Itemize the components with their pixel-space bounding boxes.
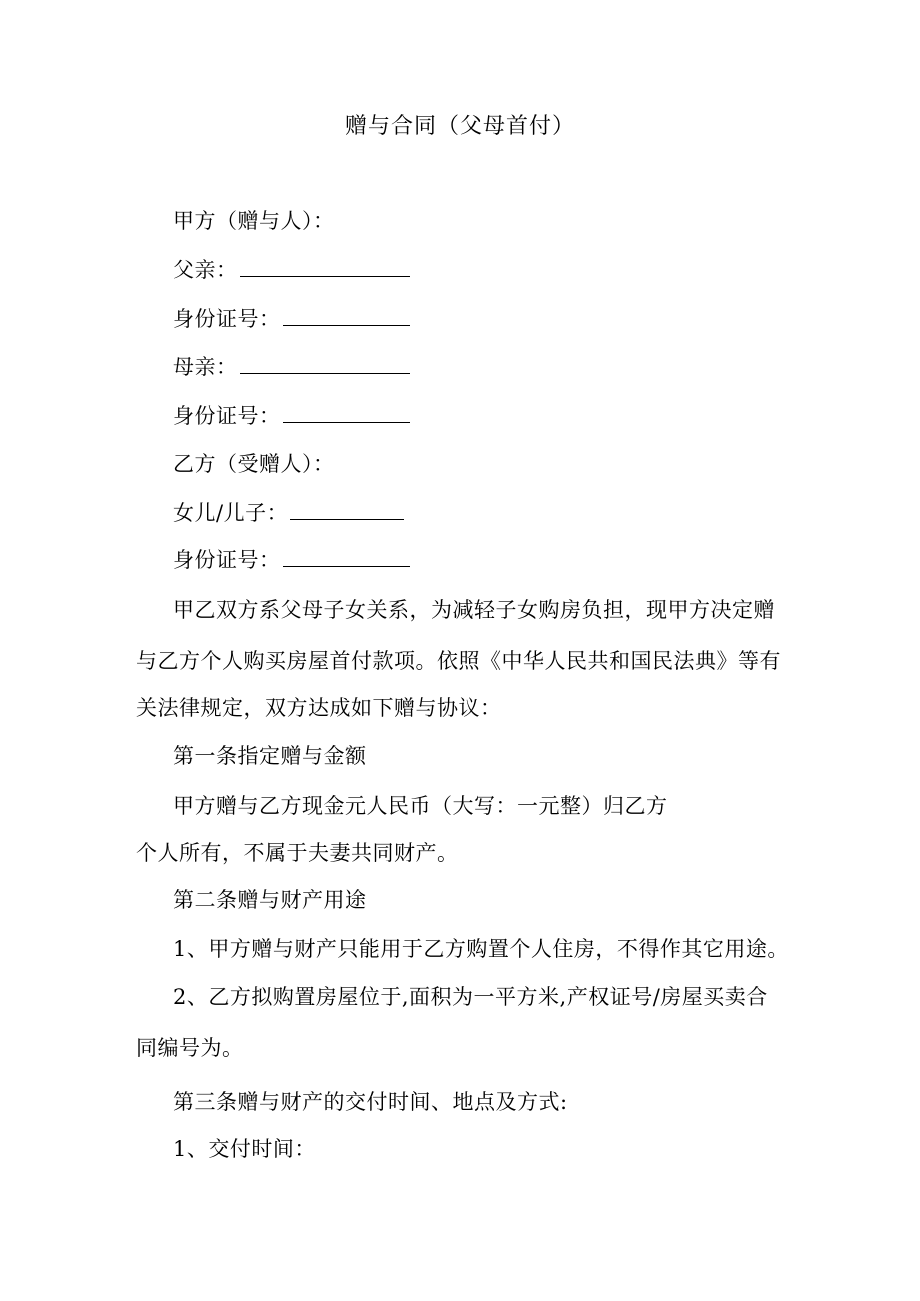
document-title: 赠与合同（父母首付） bbox=[344, 114, 575, 139]
child-id-field bbox=[173, 546, 410, 574]
father-id-blank bbox=[283, 307, 410, 326]
father-blank bbox=[240, 258, 410, 277]
child-id-blank bbox=[283, 548, 410, 567]
preamble-line-3: 关法律规定，双方达成如下赠与协议： bbox=[136, 696, 502, 720]
mother-label: 母亲： bbox=[173, 355, 238, 379]
preamble-line-2: 与乙方个人购买房屋首付款项。依照《中华人民共和国民法典》等有 bbox=[136, 649, 781, 673]
mother-id-field bbox=[173, 402, 410, 430]
article-1-heading: 第一条指定赠与金额 bbox=[173, 744, 367, 768]
article-2-item-2-line-2: 同编号为。 bbox=[136, 1036, 244, 1060]
child-blank bbox=[290, 501, 404, 520]
preamble-line-1: 甲乙双方系父母子女关系，为减轻子女购房负担，现甲方决定赠 bbox=[173, 598, 775, 622]
party-a-heading: 甲方（赠与人）： bbox=[173, 209, 335, 233]
mother-id-label: 身份证号： bbox=[173, 404, 281, 428]
mother-id-blank bbox=[283, 404, 410, 423]
article-1-line-2: 个人所有，不属于夫妻共同财产。 bbox=[136, 841, 459, 865]
party-b-heading: 乙方（受赠人）： bbox=[173, 452, 335, 476]
child-label: 女儿/儿子： bbox=[173, 501, 289, 525]
mother-blank bbox=[240, 355, 410, 374]
child-id-label: 身份证号： bbox=[173, 548, 281, 572]
article-1-line-1: 甲方赠与乙方现金元人民币（大写：一元整）归乙方 bbox=[173, 794, 668, 818]
article-3-item-1: 1、交付时间： bbox=[173, 1137, 316, 1161]
article-3-heading: 第三条赠与财产的交付时间、地点及方式: bbox=[173, 1090, 568, 1114]
father-label: 父亲： bbox=[173, 258, 238, 282]
article-2-item-2-line-1: 2、乙方拟购置房屋位于,面积为一平方米,产权证号/房屋买卖合 bbox=[173, 985, 768, 1009]
father-id-field bbox=[173, 305, 410, 333]
father-id-label: 身份证号： bbox=[173, 307, 281, 331]
article-2-item-1: 1、甲方赠与财产只能用于乙方购置个人住房，不得作其它用途。 bbox=[173, 937, 789, 961]
mother-field bbox=[173, 353, 410, 381]
father-field bbox=[173, 256, 410, 284]
article-2-heading: 第二条赠与财产用途 bbox=[173, 888, 367, 912]
child-field bbox=[173, 499, 404, 527]
